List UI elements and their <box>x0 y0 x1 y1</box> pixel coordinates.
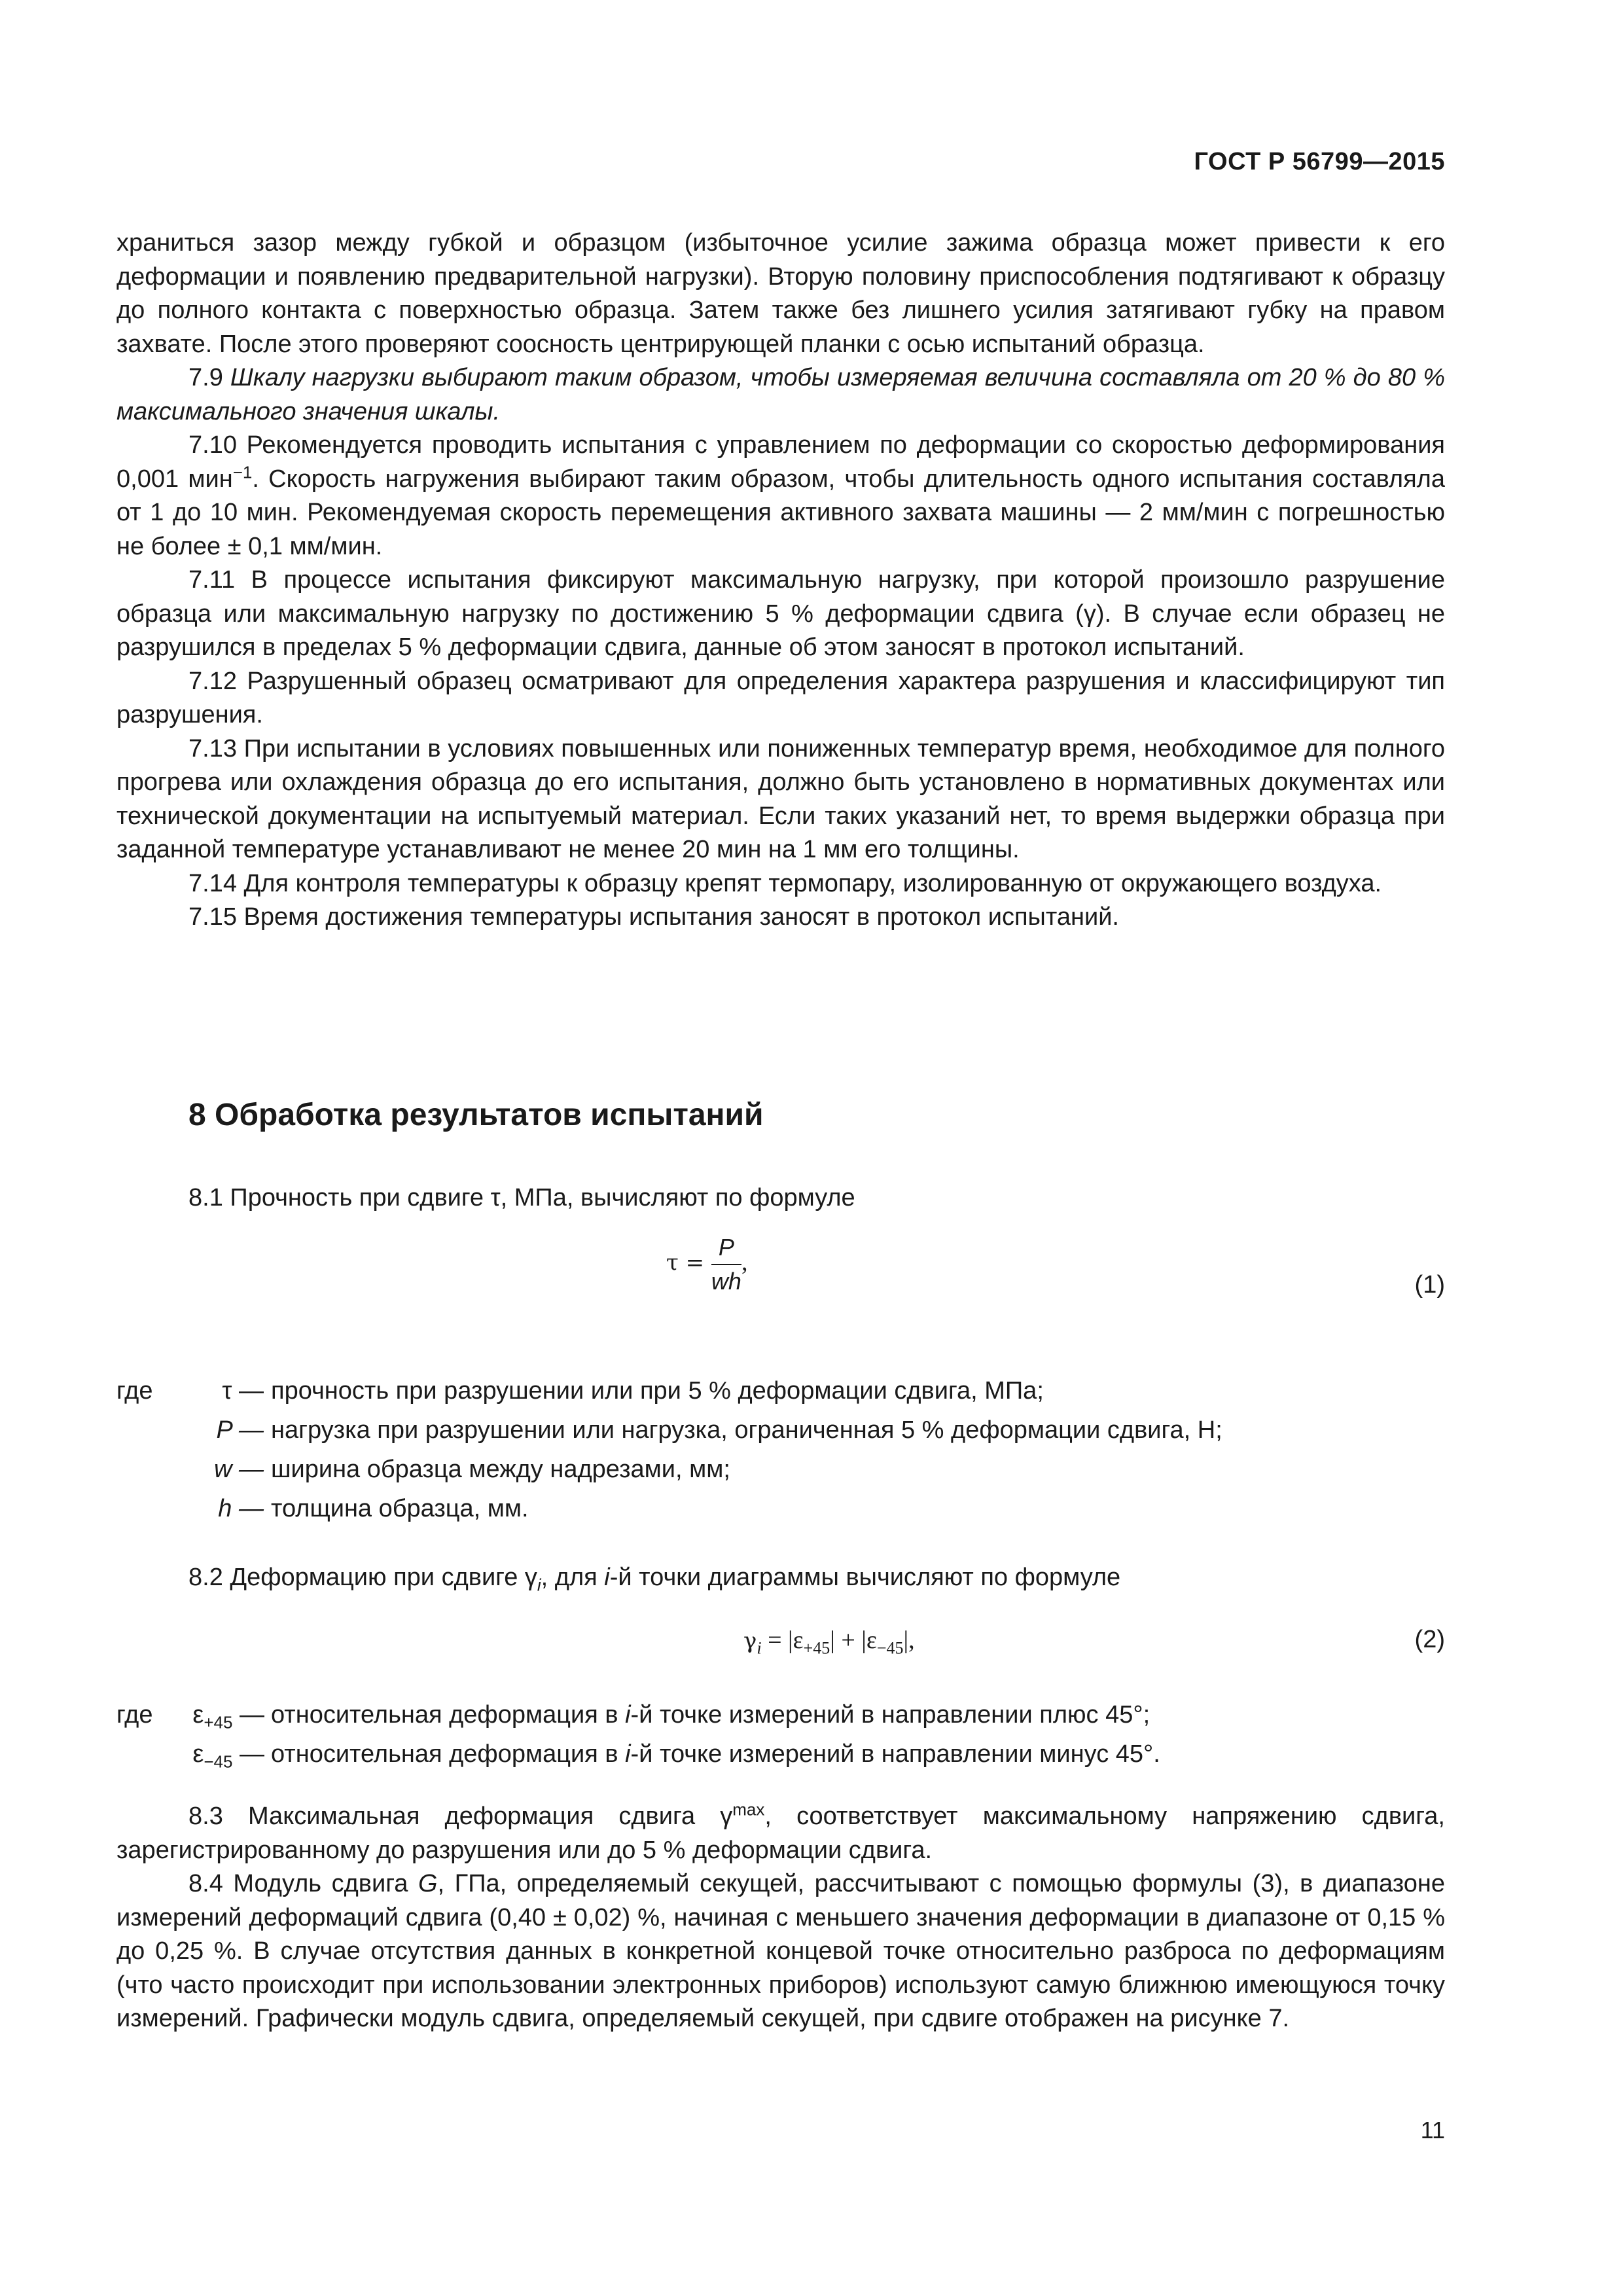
legend-text: нагрузка при разрушении или нагрузка, ограниченная 5 % деформации сдвига, Н; <box>271 1416 1222 1444</box>
formula-part: = |ε <box>761 1626 804 1654</box>
subscript: i <box>537 1575 541 1595</box>
legend-symbol: P — <box>216 1416 264 1444</box>
formula-tail: , <box>741 1248 748 1276</box>
superscript: −1 <box>232 461 253 482</box>
fraction-denominator: wh <box>711 1268 741 1295</box>
legend-row <box>116 1489 1445 1528</box>
text-part: . Скорость нагружения выбирают таким образом, чтобы длительность одного испытания составляла от 1 до 10 мин. Рекомендуемая скорость перемещения активного захвата машины — 2 мм/мин с погрешностью не более ± 0,1 мм/мин. <box>116 465 1445 560</box>
legend-row <box>116 1450 1445 1489</box>
symbol-char: ε <box>192 1701 204 1729</box>
text-part: 8.2 Деформацию при сдвиге γ <box>188 1564 537 1591</box>
italic-text: G <box>418 1870 438 1897</box>
paragraph-continuation: храниться зазор между губкой и образцом (избыточное усилие зажима образца может привести к его деформации и появлению предварительной нагрузки). Вторую половину приспособления подтягивают к образцу до полного контакта с поверхностью образца. Затем также без лишнего усилия затягивают губку на правом захвате. После этого проверяют соосность центрирующей планки с осью испытаний образца. <box>116 229 1445 358</box>
text-part: 7.10 Рекомендуется проводить испытания с управлением по деформации со скоростью деформирования 0,001 мин <box>116 431 1445 493</box>
paragraphs-8-3-8-4 <box>116 1800 1445 2036</box>
paragraph-8-3 <box>116 1800 1445 1867</box>
text-part: 8.3 Максимальная деформация сдвига γ <box>188 1803 733 1830</box>
legend-symbol <box>161 1695 264 1734</box>
fraction <box>711 1234 741 1295</box>
formula-2-number: (2) <box>1414 1626 1445 1653</box>
formula-2-legend <box>116 1695 1445 1774</box>
paragraph-7-11: 7.11 В процессе испытания фиксируют максимальную нагрузку, при которой произошло разрушение образца или максимальную нагрузку по достижению 5 % деформации сдвига (γ). В случае если образец не разрушился в пределах 5 % деформации сдвига, данные об этом заносят в протокол испытаний. <box>116 566 1445 661</box>
legend-row <box>116 1734 1445 1774</box>
formula-part: | + |ε <box>830 1626 877 1654</box>
subscript: −45 <box>876 1638 904 1658</box>
legend-text <box>271 1695 1150 1734</box>
legend-text: ширина образца между надрезами, мм; <box>271 1456 730 1483</box>
legend-row <box>116 1695 1445 1734</box>
formula-1 <box>666 1234 747 1295</box>
paragraph-8-4 <box>116 1867 1445 2036</box>
legend-where: где <box>116 1701 153 1729</box>
paragraph-8-1: 8.1 Прочность при сдвиге τ, МПа, вычисляют по формуле <box>188 1184 855 1211</box>
legend-symbol: w — <box>214 1456 264 1483</box>
subscript: i <box>757 1638 762 1658</box>
subscript: +45 <box>204 1712 233 1732</box>
formula-symbol: γ <box>743 1628 757 1654</box>
subscript: +45 <box>803 1638 830 1658</box>
fraction-bar <box>711 1264 741 1265</box>
text-part: относительная деформация в <box>271 1701 626 1729</box>
text-part: , для <box>541 1564 605 1591</box>
section7-body <box>116 226 1445 935</box>
fraction-numerator: P <box>718 1234 734 1261</box>
superscript: max <box>732 1799 765 1820</box>
dash: — <box>232 1701 264 1729</box>
paragraph-number: 7.9 <box>188 364 230 391</box>
italic-text: i <box>625 1701 631 1729</box>
legend-row <box>116 1410 1445 1450</box>
text-part: -й точке измерений в направлении минус 45°. <box>630 1740 1160 1768</box>
paragraph-7-15: 7.15 Время достижения температуры испытания заносят в протокол испытаний. <box>188 903 1119 931</box>
formula-2 <box>743 1626 915 1658</box>
italic-text: Шкалу нагрузки выбирают таким образом, чтобы измеряемая величина составляла от 20 % до 80 % максимального значения шкалы. <box>116 364 1445 425</box>
paragraph-7-14: 7.14 Для контроля температуры к образцу крепят термопару, изолированную от окружающего воздуха. <box>188 869 1382 897</box>
legend-symbol: h — <box>218 1495 264 1522</box>
text-part: -й точке измерений в направлении плюс 45°; <box>630 1701 1150 1729</box>
legend-symbol: τ — <box>222 1377 264 1405</box>
legend-text: толщина образца, мм. <box>271 1495 529 1522</box>
paragraph-7-9 <box>116 361 1445 429</box>
legend-where: где <box>116 1377 153 1405</box>
legend-text <box>271 1734 1160 1774</box>
text-part: -й точки диаграммы вычисляют по формуле <box>609 1564 1121 1591</box>
formula-lhs: τ = <box>666 1249 711 1276</box>
document-header: ГОСТ Р 56799—2015 <box>1194 148 1445 175</box>
text-part: относительная деформация в <box>271 1740 626 1768</box>
page-number: 11 <box>1420 2117 1445 2144</box>
section-8-title: 8 Обработка результатов испытаний <box>188 1098 764 1132</box>
legend-symbol <box>161 1734 264 1774</box>
paragraph-7-12: 7.12 Разрушенный образец осматривают для определения характера разрушения и классифицируют тип разрушения. <box>116 667 1445 728</box>
paragraph-8-1-wrap <box>116 1181 1445 1215</box>
italic-text: i <box>625 1740 631 1768</box>
text-part: , ГПа, определяемый секущей, рассчитывают с помощью формулы (3), в диапазоне измерений деформаций сдвига (0,40 ± 0,02) %, начиная с меньшего значения деформации в диапазоне от 0,15 % до 0,25 %. В случае отсутствия данных в конкретной концевой точке относительно разброса по деформациям (что часто происходит при использовании электронных приборов) используют самую ближнюю имеющуюся точку измерений. Графически модуль сдвига, определяемый секущей, при сдвиге отображен на рисунке 7. <box>116 1870 1445 2032</box>
document-page <box>116 0 1445 2296</box>
paragraph-7-13: 7.13 При испытании в условиях повышенных или пониженных температур время, необходимое для полного прогрева или охлаждения образца до его испытания, должно быть установлено в нормативных документах или технической документации на испытуемый материал. Если таких указаний нет, то время выдержки образца при заданной температуре устанавливают не менее 20 мин на 1 мм его толщины. <box>116 734 1445 863</box>
symbol-char: ε <box>192 1740 204 1768</box>
italic-text: i <box>604 1564 610 1591</box>
paragraph-8-2 <box>116 1561 1445 1595</box>
text-part: , соответствует максимальному напряжению сдвига, зарегистрированному до разрушения или до 5 % деформации сдвига. <box>116 1803 1445 1864</box>
paragraph-7-10 <box>116 429 1445 564</box>
legend-row <box>116 1371 1445 1410</box>
subscript: −45 <box>204 1751 233 1772</box>
text-part: 8.4 Модуль сдвига <box>188 1870 418 1897</box>
formula-1-number: (1) <box>1414 1271 1445 1299</box>
legend-text: прочность при разрушении или при 5 % деформации сдвига, МПа; <box>271 1377 1044 1405</box>
paragraph-8-2-wrap <box>116 1561 1445 1595</box>
dash: — <box>232 1740 264 1768</box>
formula-1-legend <box>116 1371 1445 1528</box>
formula-part: |, <box>903 1626 915 1654</box>
